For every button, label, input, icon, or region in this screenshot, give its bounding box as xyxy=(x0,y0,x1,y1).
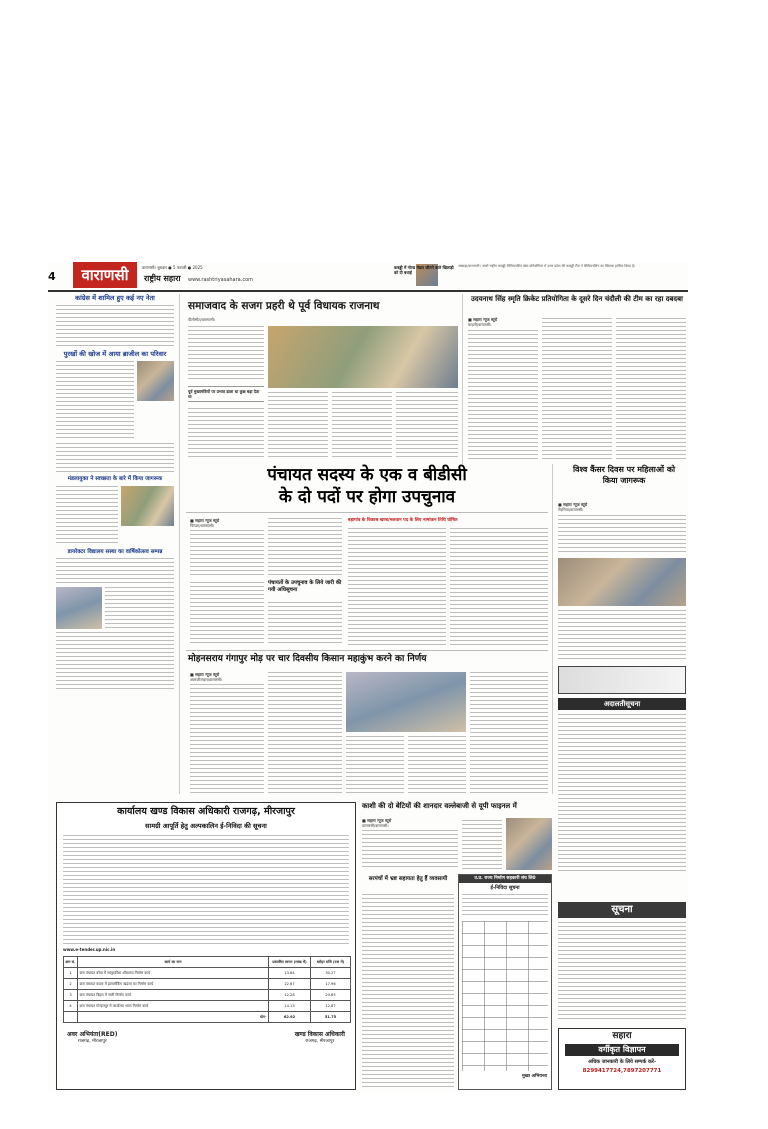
govt-notice-subtitle: ई-निविदा सूचना xyxy=(490,884,520,891)
left-headline-3: मंडलायुक्त ने स्वच्छता के बारे में किया जागरूक xyxy=(67,476,163,483)
tender-body xyxy=(63,835,349,945)
center-text-10 xyxy=(408,736,466,794)
right-feature-headline: विश्व कैंसर दिवस पर महिलाओं को किया जागरूक xyxy=(572,465,676,485)
left-text-4 xyxy=(56,558,174,584)
center-byline-1: ■ सहारा न्यूज ब्यूरो xyxy=(190,518,220,523)
center-place-2: आराजीलाइन/वाराणसी। xyxy=(190,677,223,682)
website: www.rashtriyasahara.com xyxy=(188,277,254,283)
top-story-pullquote: पूर्व मुख्यमंत्रियों पर प्रभाव डाला था कुछ बड़ा देता था xyxy=(188,386,264,402)
top-story-byline: पीलीभीत/वाराणसी। xyxy=(188,317,216,322)
top-story-text-2 xyxy=(188,408,264,460)
classified-box xyxy=(558,1028,686,1090)
left-headline-1: कांग्रेस में शामिल हुए कई नए नेता xyxy=(75,294,155,302)
top-story-photo xyxy=(268,326,458,388)
govt-notice-title: उ.प्र. राज्य निर्माण सहकारी संघ लि0 xyxy=(459,875,551,883)
sports-text-1 xyxy=(468,330,538,460)
tender-cell-work: ग्राम पंचायत बरेवा में सामुदायिक शौचालय निर्माण कार्य xyxy=(78,968,269,979)
main-headline-line-2: के दो पदों पर होगा उपचुनाव xyxy=(278,487,456,507)
sports-text-3 xyxy=(616,318,686,460)
center-headline-2: मोहनसराय गंगापुर मोड़ पर चार दिवसीय किसान महाकुंभ करने का निर्णय xyxy=(188,654,427,664)
tender-table-row xyxy=(64,990,351,1001)
tender-cell-work: ग्राम पंचायत गोल्हनपुर में कार्यालय भवन निर्माण कार्य xyxy=(78,1001,269,1012)
right-feature-photo xyxy=(558,558,686,606)
tender-col-emd: धरोहर राशि (रु0 में) xyxy=(311,957,351,968)
left-text-3 xyxy=(56,486,118,546)
center-text-8 xyxy=(268,672,342,794)
govt-notice-body xyxy=(462,894,548,918)
tender-headline: कार्यालय खण्ड विकास अधिकारी राजगढ़, मीरजापुर xyxy=(117,806,295,817)
main-headline-line-1: पंचायत सदस्य के एक व बीडीसी xyxy=(267,465,467,485)
top-story-headline: समाजवाद के सजग प्रहरी थे पूर्व विधायक राजनाथ xyxy=(188,300,380,312)
top-story-text-3 xyxy=(268,392,328,460)
brick-headline: सरपंचों में भ्रष्ट सहायता हेतु हैं व्यवसायी xyxy=(368,876,448,882)
kashi-place: वाराणसी/वाराणसी। xyxy=(362,823,389,828)
tender-table xyxy=(63,956,351,1023)
tender-website: www.e-tender.up.nic.in xyxy=(63,947,116,952)
sports-place: बरहनी/वाराणसी। xyxy=(468,322,492,327)
tender-ad xyxy=(56,802,356,1090)
teaser-headline: कबड्डी में गोल्ड मेडल जीतने वाले खिलाड़ी को दी बधाई xyxy=(394,265,454,275)
tender-table-row xyxy=(64,968,351,979)
tender-cell-cost: 13.84 xyxy=(269,968,311,979)
notice-text xyxy=(558,922,686,1022)
tender-total-row xyxy=(64,1012,351,1023)
center-text-2 xyxy=(268,518,342,578)
right-feature-byline: ■ सहारा न्यूज ब्यूरो xyxy=(558,502,588,507)
sports-text-2 xyxy=(542,318,612,460)
date-line: वाराणसी। बुधवार ● 5 फरवरी ● 2025 xyxy=(142,265,203,270)
tender-signatory-left: अवर अभियंता(RED) xyxy=(67,1031,118,1038)
center-subhead-2: बड़ागांव के विकास खण्ड/मलवान पद के लिए नामांकन तिथि घोषित xyxy=(348,518,458,523)
left-text-2b xyxy=(56,443,174,473)
tender-cell-work: ग्राम पंचायत बिहरा में नाली निर्माण कार्य xyxy=(78,990,269,1001)
right-feature-text-2 xyxy=(558,610,686,662)
tender-cell-cost: 14.13 xyxy=(269,1001,311,1012)
tender-col-work: कार्य का नाम xyxy=(78,957,269,968)
center-byline-2: ■ सहारा न्यूज ब्यूरो xyxy=(190,672,220,677)
tender-cell-emd: 17.96 xyxy=(311,979,351,990)
tender-cell-emd: 20.65 xyxy=(311,990,351,1001)
govt-notice xyxy=(458,874,552,1090)
center-text-6 xyxy=(450,528,548,646)
tender-col-no: क्रम सं. xyxy=(64,957,78,968)
center-subhead-1: पंचायतों के उपचुनाव के लिये जारी की गयी अधिसूचना xyxy=(268,580,342,593)
classified-phone: 8299417724,7897207771 xyxy=(582,1067,662,1074)
kashi-photo xyxy=(506,818,552,870)
section-banner xyxy=(73,262,137,288)
notice-header: सूचना xyxy=(558,902,686,918)
left-photo-2 xyxy=(121,486,174,526)
tender-table-header xyxy=(64,957,351,968)
brand-logo: राष्ट्रीय सहारा xyxy=(144,273,181,283)
tender-cell-no: 4 xyxy=(64,1001,78,1012)
right-feature-text-1 xyxy=(558,515,686,555)
col-divider-2 xyxy=(462,294,463,464)
left-photo-3 xyxy=(56,587,102,629)
classified-cta: अधिक जानकारी के लिये सम्पर्क करें- xyxy=(587,1059,657,1066)
left-text-2a xyxy=(56,361,134,441)
tender-signatory-right: खण्ड विकास अधिकारी xyxy=(294,1031,345,1038)
kashi-text-1 xyxy=(362,830,458,870)
tender-cell-emd: 12.87 xyxy=(311,1001,351,1012)
masthead-rule xyxy=(48,290,688,292)
teaser-text: अखाड़ा/वाराणसी। आर्यो राष्ट्रीय कबड्डी चैम्पियनशिप खेल प्रतियोगिता में उत्तर प्रदेश की कबड्डी टीम ने चैम्पियनशिप का खिताब हासिल किया है। xyxy=(458,264,636,268)
center-place-1: पिण्डरा/वाराणसी। xyxy=(190,523,215,528)
col-divider-3 xyxy=(552,464,553,794)
section-title: वाराणसी xyxy=(81,266,129,284)
center-text-5 xyxy=(348,528,446,646)
page-number: 4 xyxy=(48,270,56,283)
left-headline-4: डायरेक्टर विद्यालय सस्था का वार्षिकोत्सव सम्पन्न xyxy=(67,549,163,556)
tender-cell-emd: 30.27 xyxy=(311,968,351,979)
left-text-6 xyxy=(56,632,174,692)
kashi-text-2 xyxy=(462,820,502,870)
tender-col-cost: प्रस्तावित लागत (लाख में) xyxy=(269,957,311,968)
kashi-headline: काशी की दो बेटियों की शानदार वल्लेबाजी से यूपी फाइनल में xyxy=(362,802,517,810)
left-headline-2: पुरखों की खोज में आया ब्राजील का परिवार xyxy=(63,350,167,359)
center-rule xyxy=(186,650,548,651)
left-photo-1 xyxy=(137,361,174,401)
top-story-text-4 xyxy=(332,392,392,460)
kashi-byline: ■ सहारा न्यूज ब्यूरो xyxy=(362,818,392,823)
center-text-1 xyxy=(190,530,264,578)
right-feature-place: रोहनिया/वाराणसी। xyxy=(558,507,584,512)
tender-cell-cost: 22.67 xyxy=(269,979,311,990)
court-notice-text xyxy=(558,714,686,874)
classified-title: वर्गीकृत विज्ञापन xyxy=(565,1044,679,1056)
main-rule xyxy=(186,512,548,513)
tender-total-cost: 62.92 xyxy=(269,1012,311,1023)
left-text-5 xyxy=(105,587,174,629)
top-story-text-5 xyxy=(396,392,458,460)
tender-total-label: योग- xyxy=(78,1012,269,1023)
left-text-1 xyxy=(56,305,174,347)
sports-byline: ■ सहारा न्यूज ब्यूरो xyxy=(468,317,498,322)
tender-cell-no: 2 xyxy=(64,979,78,990)
tender-cell-no: 1 xyxy=(64,968,78,979)
center-text-11 xyxy=(470,672,548,794)
col-divider-1 xyxy=(179,294,180,794)
center-text-3 xyxy=(190,582,264,646)
main-headline xyxy=(186,464,548,508)
center-text-9 xyxy=(346,736,404,794)
top-story-text-1 xyxy=(188,326,264,382)
tender-cell-work: ग्राम पंचायत कठार में इंटरलॉकिंग खड़ंजा का निर्माण कार्य xyxy=(78,979,269,990)
tender-cell-no: 3 xyxy=(64,990,78,1001)
govt-notice-grid xyxy=(462,921,548,1071)
center-text-7 xyxy=(190,684,264,794)
small-ad-1 xyxy=(558,666,686,694)
center-photo xyxy=(346,672,466,732)
tender-table-row xyxy=(64,1001,351,1012)
classified-brand: सहारा xyxy=(612,1031,632,1041)
tender-signatory-right-place: राजगढ़, मीरजापुर xyxy=(305,1038,335,1044)
govt-notice-signer: मुख्य अभियन्ता xyxy=(522,1073,547,1079)
center-text-4 xyxy=(268,602,342,646)
sports-headline: उदयनाथ सिंह स्मृति क्रिकेट प्रतियोगिता के दूसरे दिन चंदौली की टीम का रहा दबदबा xyxy=(471,295,683,303)
tender-cell-cost: 12.28 xyxy=(269,990,311,1001)
court-notice-header: अदालतीसूचना xyxy=(558,698,686,710)
tender-total-emd: 51.75 xyxy=(311,1012,351,1023)
newspaper-page xyxy=(48,262,688,1092)
tender-subhead: सामग्री आपूर्ति हेतु अल्पकालिन ई-निविदा की सूचना xyxy=(145,821,267,830)
left-column xyxy=(56,294,174,794)
brick-text xyxy=(362,894,454,1090)
tender-table-row xyxy=(64,979,351,990)
tender-signatory-left-place: राजगढ़, मीरजापुर xyxy=(77,1038,107,1044)
